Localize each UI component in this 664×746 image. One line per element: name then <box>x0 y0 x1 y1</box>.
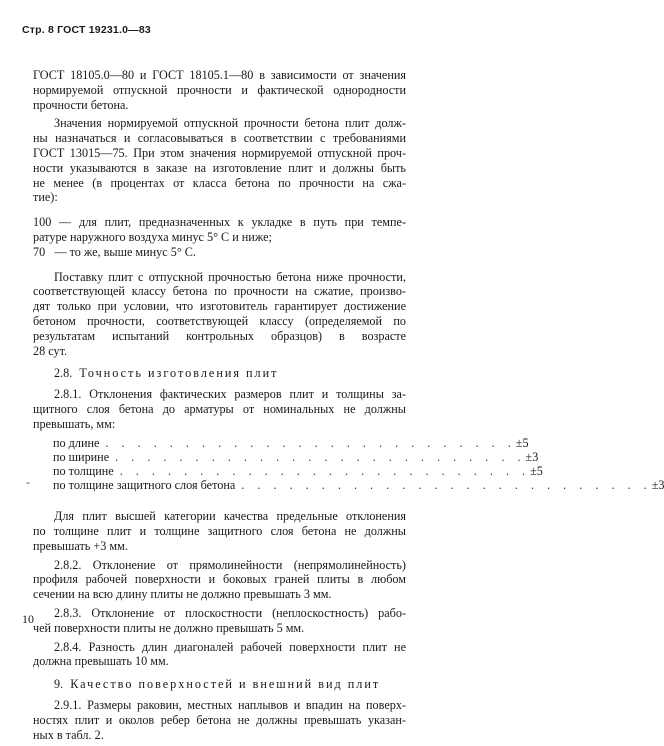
paragraph-p5 <box>33 509 406 553</box>
text-line: сечении на всю длину плиты не должно превышать 3 мм. <box>33 587 332 602</box>
text-line: профиля рабочей поверхности и боковых граней плиты в любом <box>33 572 406 587</box>
tolerance-row <box>53 478 664 493</box>
paragraph-p3 <box>33 215 406 259</box>
tolerance-value: ±5 <box>515 435 529 450</box>
section-title: Качество поверхностей и внешний вид плит <box>70 677 381 692</box>
text-line: щитного слоя бетона до арматуры от номинальных не должны <box>33 401 406 416</box>
section-heading-9 <box>54 677 406 692</box>
tolerance-row <box>53 449 539 464</box>
text-line: не менее (в процентах от класса бетона по прочности на сжа- <box>33 175 406 190</box>
text-line: ны назначаться и согласовываться в соответствии с требованиями <box>33 131 406 146</box>
dot-leader: . . . . . . . . . . . . . . . . . . . . . . . . . . <box>241 478 652 493</box>
text-line: нормируемой отпускной прочности и фактической однородности <box>33 82 406 97</box>
text-line: 2.8.3. Отклонение от плоскостности (неплоскостность) рабо- <box>54 606 406 621</box>
text-line: ности указываются в заказе на изготовление плит и должны быть <box>33 160 406 175</box>
page-header: Стр. 8 ГОСТ 19231.0—83 <box>22 24 151 36</box>
text-line: превышать +3 мм. <box>33 538 128 553</box>
paragraph-2-9-1 <box>33 698 406 742</box>
text-line: по толщине плит и толщине защитного слоя бетона не должны <box>33 524 406 539</box>
text-line: Значения нормируемой отпускной прочности бетона плит долж- <box>54 116 406 131</box>
section-number: 9. <box>54 677 64 692</box>
text-line: соответствующей классу бетона по прочности на сжатие, произво- <box>33 284 406 299</box>
tolerance-label: по ширине <box>53 449 110 464</box>
tolerance-list <box>33 435 664 493</box>
text-line: ГОСТ 18105.0—80 и ГОСТ 18105.1—80 в зависимости от значения <box>33 68 406 82</box>
paragraph-p4 <box>33 270 406 359</box>
section-heading-2-8 <box>54 366 406 381</box>
text-line: 2.8.1. Отклонения фактических размеров плит и толщины за- <box>54 387 406 402</box>
section-number: 2.8. <box>54 366 73 381</box>
paragraph-2-8-3 <box>33 606 406 636</box>
tolerance-row <box>53 463 543 478</box>
text-line: ГОСТ 13015—75. При этом значения нормируемой отпускной проч- <box>33 145 406 160</box>
section-title: Точность изготовления плит <box>79 366 279 381</box>
text-line: прочности бетона. <box>33 97 129 112</box>
text-line: ностях плит и околов ребер бетона не должны превышать указан- <box>33 712 406 727</box>
tolerance-label: по толщине <box>53 463 114 478</box>
tolerance-value: ±3 <box>525 449 539 464</box>
paragraph-p2 <box>33 116 406 205</box>
text-line: превышать, мм: <box>33 416 116 431</box>
text-line: 70 — то же, выше минус 5° С. <box>33 244 196 259</box>
tolerance-value: ±3 <box>651 478 664 493</box>
text-line: ратуре наружного воздуха минус 5° С и ниже; <box>33 229 272 244</box>
text-line: тие): <box>33 190 58 205</box>
text-line: результатам испытаний контрольных образцов) в возрасте <box>33 328 406 343</box>
text-line: 2.9.1. Размеры раковин, местных наплывов и впадин на поверх- <box>54 698 406 713</box>
margin-mark: - <box>26 475 30 489</box>
text-line: бетоном прочности, соответствующей классу (определяемой по <box>33 313 406 328</box>
tolerance-row <box>53 435 529 450</box>
paragraph-p1 <box>33 68 406 112</box>
text-line: дят только при условии, что изготовитель гарантирует достижение <box>33 299 406 314</box>
text-line: 2.8.2. Отклонение от прямолинейности (непрямолинейность) <box>54 557 406 572</box>
text-line: 100 — для плит, предназначенных к укладке в путь при темпе- <box>33 215 406 230</box>
text-line: 2.8.4. Разность длин диагоналей рабочей поверхности плит не <box>54 639 406 654</box>
paragraph-2-8-1 <box>33 387 406 431</box>
dot-leader: . . . . . . . . . . . . . . . . . . . . . . . . . . <box>105 435 516 450</box>
paragraph-2-8-4 <box>33 640 406 670</box>
paragraph-2-8-2 <box>33 558 406 602</box>
dot-leader: . . . . . . . . . . . . . . . . . . . . . . . . . . <box>115 449 526 464</box>
text-line: ных в табл. 2. <box>33 727 104 742</box>
text-line: чей поверхности плиты не должно превышать 5 мм. <box>33 620 305 635</box>
text-line: Поставку плит с отпускной прочностью бетона ниже прочности, <box>54 269 406 284</box>
text-line: должна превышать 10 мм. <box>33 654 169 669</box>
page-body <box>33 68 664 746</box>
text-line: 28 сут. <box>33 343 68 358</box>
dot-leader: . . . . . . . . . . . . . . . . . . . . . . . . . . <box>119 463 531 478</box>
tolerance-value: ±5 <box>530 463 543 478</box>
text-line: Для плит высшей категории качества предельные отклонения <box>54 509 406 524</box>
tolerance-label: по длине <box>53 435 100 450</box>
tolerance-label: по толщине защитного слоя бетона <box>53 478 236 493</box>
page-number: 10 <box>22 612 34 626</box>
